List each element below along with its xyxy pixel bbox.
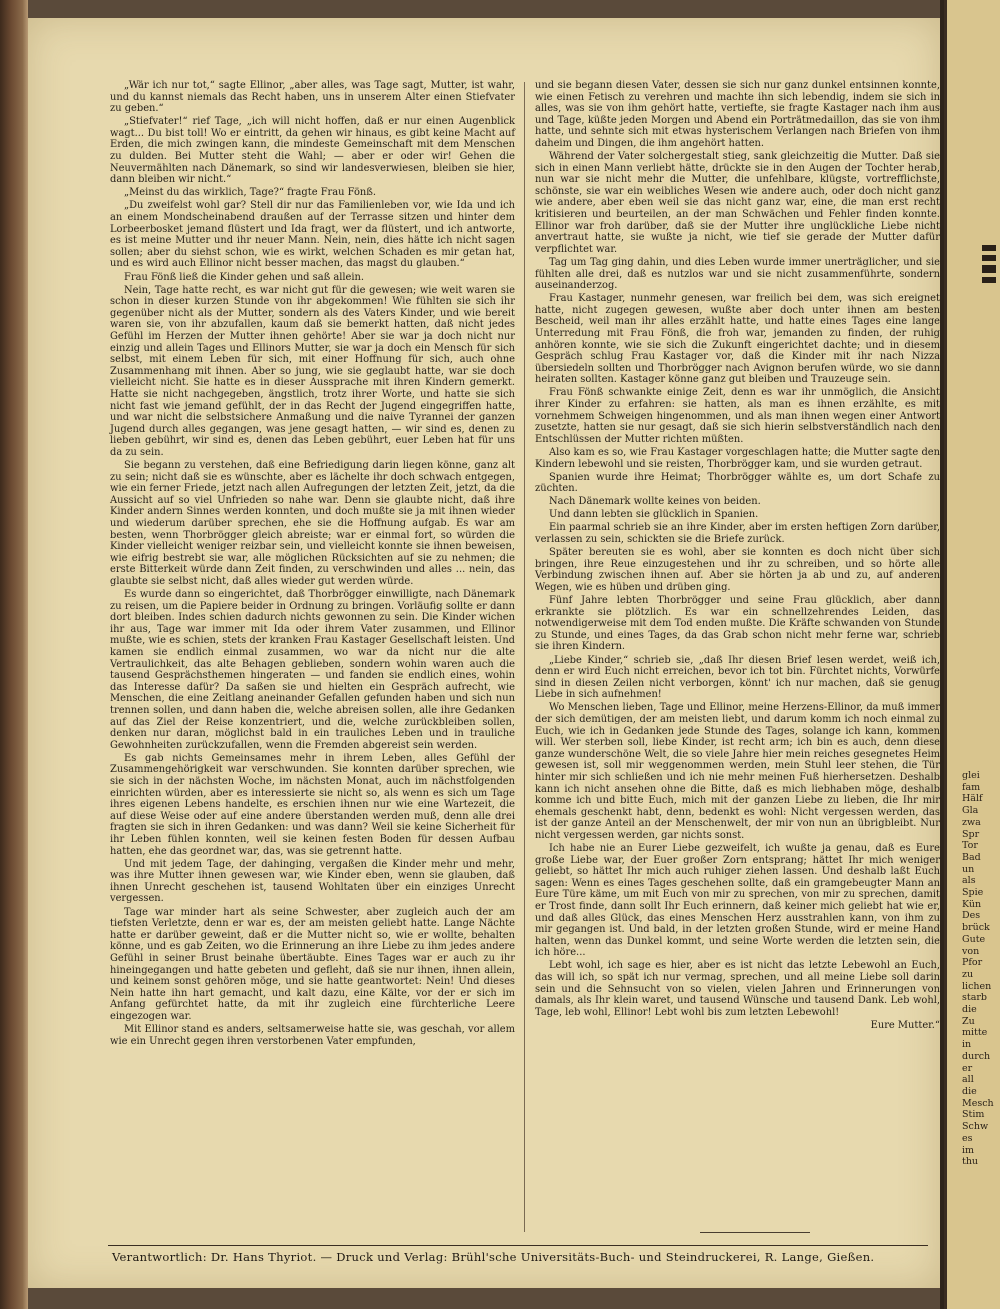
adjacent-page-fragment: die [962,1085,977,1097]
adjacent-page-fragment: Spr [962,828,980,840]
paragraph: Spanien wurde ihre Heimat; Thorbrögger wählte es, um dort Schafe zu züchten. [535,471,940,495]
paragraph: Und mit jedem Tage, der dahinging, vergaßen die Kinder mehr und mehr, was ihre Mutter ihnen gewesen war, wie Kinder eben, wenn sie glauben, daß ihnen Unrecht geschehen ist, tausend Wohltaten über ein einziges Unrecht vergessen. [110,858,515,905]
paragraph: Frau Fönß ließ die Kinder gehen und saß allein. [124,271,365,283]
book-binding-left [0,0,28,1309]
paragraph: Also kam es so, wie Frau Kastager vorgeschlagen hatte; die Mutter sagte den Kindern lebewohl und sie reisten, Thorbrögger kam, und sie wurden getraut. [535,446,940,470]
adjacent-page-fragment: Zu [962,1015,975,1027]
adjacent-page-fragment: er [962,1062,973,1074]
adjacent-page-fragment: starb [962,992,987,1004]
paragraph: Fünf Jahre lebten Thorbrögger und seine Frau glücklich, aber dann erkrankte sie plötzlich. Es war ein schnellzehrendes Leiden, das notwendigerweise mit dem Tod enden mußte. Die Kräfte schwanden von Stunde zu Stunde, und eines Tages, da das Grab schon nicht mehr ferne war, schrieb sie ihren Kindern. [535,595,940,653]
adjacent-page-fragment: Des [962,910,981,922]
adjacent-page-fragment: Pfor [962,957,983,969]
paragraph: Nach Dänemark wollte keines von beiden. [549,496,761,508]
paragraph: und sie begann diesen Vater, dessen sie sich nur ganz dunkel entsinnen konnte, wie einen Fetisch zu verehren und machte ihn sich lebendig, indem sie sich in alles, was sie von ihm gehört hatte, vertiefte, sie fragte Kastager nach ihm aus und Tage, küßte jeden Morgen und Abend ein Porträtmedaillon, das sie von ihm hatte, und sehnte sich mit etwas hysterischem Verlangen nach Briefen von ihm daheim und Dingen, die ihm angehört hatten. [535,80,940,149]
paragraph: Es wurde dann so eingerichtet, daß Thorbrögger einwilligte, nach Dänemark zu reisen, um die Papiere beider in Ordnung zu bringen. Vorläufig sollte er dann dort bleiben. Indes schien dadurch nichts gewonnen zu sein. Die Kinder wichen ihr aus, Tage war immer mit Ida oder ihrem Vater zusammen, und Ellinor mußte, wie es schien, stets der kranken Frau Kastager Gesellschaft leisten. Und kamen sie endlich einmal zusammen, wo war da nicht nur die alte Vertraulichkeit, das alte Behagen geblieben, sondern wohin waren auch die tausend Gesprächsthemen hingeraten — und fanden sie endlich eines, wohin das Interesse dafür? Da saßen sie und hielten ein Gespräch aufrecht, wie Menschen, die eine Zeitlang aneinander Gefallen gefunden haben und sich nun trennen sollen, und dann haben die, welche abreisen sollen, alle ihre Gedanken auf das Ziel der Reise konzentriert, und die, welche zurückbleiben sollen, denken nur daran, möglichst bald in ein trauliches Leben und in trauliche Gewohnheiten zurückzufallen, wenn die Fremden abgereist sein werden. [110,589,515,751]
paragraph: Und dann lebten sie glücklich in Spanien. [549,509,759,521]
imprint-footer: Verantwortlich: Dr. Hans Thyriot. — Druck und Verlag: Brühl'sche Universitäts-Buch- und Steindruckerei, R. Lange, Gießen. [112,1250,875,1264]
adjacent-page-fragment: die [962,1004,977,1016]
paragraph: „Wär ich nur tot,“ sagte Ellinor, „aber alles, was Tage sagt, Mutter, ist wahr, und du kannst niemals das Recht haben, uns in unserem Alter einen Stiefvater zu geben.“ [110,80,515,115]
adjacent-page-fragment: zu [962,968,974,980]
adjacent-page-fragment: im [962,1144,975,1156]
paragraph: Frau Fönß schwankte einige Zeit, denn es war ihr unmöglich, die Ansicht ihrer Kinder zu erfahren: sie hatten, als man es ihnen erzählte, es mit vornehmem Schweigen hingenommen, und als man ihnen wegen einer Antwort zusetzte, hatten sie nur gesagt, daß sie sich hierin selbstverständlich nach den Entschlüssen der Mutter richten müßten. [535,387,940,445]
adjacent-page-fragment: brück [962,922,990,934]
paragraph: Frau Kastager, nunmehr genesen, war freilich bei dem, was sich ereignet hatte, nicht zugegen gewesen, wußte aber doch unter ihnen am besten Bescheid, weil man ihr alles erzählt hatte, und hatte eines Tages eine lange Unterredung mit Frau Fönß, die froh war, jemanden zu finden, der ruhig anhören konnte, wie sie sich die Zukunft eingerichtet dachte; und in diesem Gespräch schlug Frau Kastager vor, daß die Kinder mit ihr nach Nizza übersiedeln sollten und Thorbrögger nach Avignon berufen würde, wo sie dann heiraten sollten. Kastager könne ganz gut bleiben und Trauzeuge sein. [535,293,940,386]
adjacent-page-fragment: als [962,875,976,887]
adjacent-page-fragment: Gute [962,933,986,945]
adjacent-page-fragment: in [962,1039,972,1051]
adjacent-page-fragment: durch [962,1050,991,1062]
paragraph: Ich habe nie an Eurer Liebe gezweifelt, ich wußte ja genau, daß es Eure große Liebe war, der Euer großer Zorn entsprang; hättet Ihr mich weniger geliebt, so hättet Ihr mich auch ruhiger ziehen lassen. Und deshalb laßt Euch sagen: Wenn es eines Tages geschehen sollte, daß ein gramgebeugter Mann an Eure Türe käme, um mit Euch von mir zu sprechen, von mir zu sprechen, damit er Trost finde, dann sollt Ihr Euch erinnern, daß keiner mich geliebt hat wie er, und daß alles Glück, das eines Menschen Herz ausstrahlen kann, von ihm zu mir gegangen ist. Und bald, in der letzten großen Stunde, wird er meine Hand halten, wenn das Dunkel kommt, und seine Worte werden die letzten sein, die ich höre... [535,843,940,959]
paragraph: „Du zweifelst wohl gar? Stell dir nur das Familienleben vor, wie Ida und ich an einem Mondscheinabend draußen auf der Terrasse sitzen und hinter dem Lorbeerbosket jemand flüstert und Ida fragt, wer da flüstert, und ich antworte, es ist meine Mutter und ihr neuer Mann. Nein, nein, dies hätte ich nicht sagen sollen; aber du siehst schon, wie es wirkt, welchen Schaden es mir getan hat, und es wird auch Ellinor nicht besser machen, das magst du glauben.“ [110,200,515,270]
paragraph: Tag um Tag ging dahin, und dies Leben wurde immer unerträglicher, und sie fühlten alle drei, daß es nutzlos war und sie nicht zusammenführte, sondern auseinanderzog. [535,256,940,292]
adjacent-page-fragment: Stim [962,1109,985,1121]
paragraph: „Meinst du das wirklich, Tage?“ fragte Frau Fönß. [124,187,376,199]
paragraph: Sie begann zu verstehen, daß eine Befriedigung darin liegen könne, ganz alt zu sein; nicht daß sie es wünschte, aber es lächelte ihr doch schwach entgegen, wie ein ferner Friede, jetzt nach allen Aufregungen der letzten Zeit, jetzt, da die Aussicht auf so viel Unfrieden so nahe war. Denn sie glaubte nicht, daß ihre Kinder andern Sinnes werden konnten, und doch mußte sie ja mit ihnen wieder und wiederum darüber sprechen, ehe sie die Hoffnung aufgab. Es war am besten, wenn Thorbrögger gleich abreiste; war er einmal fort, so würden die Kinder vielleicht weniger reizbar sein, und vielleicht konnte sie ihnen beweisen, wie eifrig bestrebt sie war, alle möglichen Rücksichten auf sie zu nehmen; die erste Bitterkeit würde dann Zeit finden, zu verschwinden und alles ... nein, das glaubte sie selbst nicht, daß alles wieder gut werden würde. [110,460,515,587]
paragraph: Später bereuten sie es wohl, aber sie konnten es doch nicht über sich bringen, ihre Reue einzugestehen und ihr zu schreiben, und so hörte alle Verbindung zwischen ihnen auf. Aber sie hörten ja ab und zu, auf anderen Wegen, wie es hüben und drüben ging. [535,547,940,593]
paragraph: Nein, Tage hatte recht, es war nicht gut für die gewesen; wie weit waren sie schon in dieser kurzen Stunde von ihr abgekommen! Wie fühlten sie sich ihr gegenüber nicht als der Mutter, sondern als des Vaters Kinder, und wie bereit waren sie, von ihr abzufallen, kaum daß sie bemerkt hatten, daß nicht jedes Gefühl im Herzen der Mutter ihnen gehörte! Aber sie war ja doch nicht nur einzig und allein Tages und Ellinors Mutter, sie war ja doch ein Mensch für sich selbst, mit einem Leben für sich, mit einer Hoffnung für sich, auch ohne Zusammenhang mit ihnen. Aber so jung, wie sie geglaubt hatte, war sie doch vielleicht nicht. Sie hatte es in dieser Aussprache mit ihren Kindern gemerkt. Hatte sie nicht nachgegeben, ängstlich, trotz ihrer Worte, und hatte sie sich nicht fast wie jemand gefühlt, der in das Recht der Jugend eingegriffen hatte, und war nicht die selbstsichere Anmaßung und die naive Tyrannei der ganzen Jugend durch alles gegangen, was jene gesagt hatten, — wir sind es, denen zu lieben gebührt, wir sind es, denen das Leben gebührt, euer Leben hat für uns da zu sein. [110,284,515,458]
adjacent-page-fragment: Tor [962,840,978,852]
paragraph: „Liebe Kinder,“ schrieb sie, „daß Ihr diesen Brief lesen werdet, weiß ich, denn er wird Euch nicht erreichen, bevor ich tot bin. Fürchtet nichts, Vorwürfe sind in diesen Zeilen nicht verborgen, könnt' ich nur machen, daß sie genug Liebe in sich aufnehmen! [535,654,940,701]
paragraph: Tage war minder hart als seine Schwester, aber zugleich auch der am tiefsten Verletzte, denn er war es, der am meisten geliebt hatte. Lange Nächte hatte er darüber geweint, daß er die Mutter nicht so, wie er wollte, behalten könne, und es gab Zeiten, wo die Erinnerung an ihre Liebe zu ihm jedes andere Gefühl in seiner Brust beinahe übertäubte. Eines Tages war er auch zu ihr hineingegangen und hatte gebeten und gefleht, daß sie nur ihnen, ihnen allein, und keinem sonst gehören möge, und sie hatte geantwortet: Nein! Und dieses Nein hatte ihn hart gemacht, und kalt dazu, eine Kälte, vor der er sich im Anfang gefürchtet hatte, da mit ihr zugleich eine fürchterliche Leere eingezogen war. [110,906,515,1022]
paragraph: Ein paarmal schrieb sie an ihre Kinder, aber im ersten heftigen Zorn darüber, verlassen zu sein, schickten sie die Briefe zurück. [535,522,940,546]
end-rule [700,1232,810,1233]
adjacent-page-fragment: von [962,945,980,957]
adjacent-page-fragment: fam [962,781,981,793]
adjacent-page-fragment: Mesch [962,1097,994,1109]
paragraph: Wo Menschen lieben, Tage und Ellinor, meine Herzens-Ellinor, da muß immer der sich demütigen, der am meisten liebt, und darum komm ich noch einmal zu Euch, wie ich in Gedanken jede Stunde des Tages, solange ich kann, kommen will. Wer sterben soll, liebe Kinder, ist recht arm; ich bin es auch, denn diese ganze wunderschöne Welt, die so viele Jahre hier mein reiches gesegnetes Heim gewesen ist, soll mir weggenommen werden, mein Stuhl leer stehen, die Tür hinter mir sich schließen und ich nie mehr meinen Fuß hierhersetzen. Deshalb kann ich nicht ansehen ohne die Bitte, daß es mich liebhaben möge, deshalb komme ich und bitte Euch, mich mit der ganzen Liebe zu lieben, die Ihr mir ehemals geschenkt habt, denn, bedenkt es wohl: Nicht vergessen werden, das ist der ganze Anteil an der Menschenwelt, der mir von nun an übrigbleibt. Nur nicht vergessen werden, gar nichts sonst. [535,702,940,841]
adjacent-page-fragment: Spie [962,887,984,899]
adjacent-page-fragment: zwa [962,816,981,828]
adjacent-page-fragment: Schw [962,1121,989,1133]
adjacent-page-fragment: Kün [962,898,982,910]
paragraph: Lebt wohl, ich sage es hier, aber es ist nicht das letzte Lebewohl an Euch, das will ich, so spät ich nur vermag, sprechen, und all meine Liebe soll darin sein und die Sehnsucht von so vielen, vielen Jahren und Erinnerungen von damals, als Ihr klein waret, und tausend Wünsche und tausend Dank. Leb wohl, Tage, leb wohl, Ellinor! Lebt wohl bis zum letzten Lebewohl! [535,960,940,1018]
adjacent-page-fragment: thu [962,1156,979,1168]
adjacent-page-fragment: es [962,1132,973,1144]
text-column-left [110,80,515,1049]
paragraph: Während der Vater solchergestalt stieg, sank gleichzeitig die Mutter. Daß sie sich in einen Mann verliebt hätte, drückte sie in den Augen der Tochter herab, nun war sie nicht mehr die Mutter, die unfehlbare, klügste, vortrefflichste, schönste, sie war ein weibliches Wesen wie andere auch, oder doch nicht ganz wie andere, aber eben weil sie das nicht ganz war, eine, die man erst recht kritisieren und beurteilen, an der man Schwächen und Fehler finden konnte. Ellinor war froh darüber, daß sie der Mutter ihre unglückliche Liebe nicht anvertraut hatte, sie wußte ja nicht, wie tief sie gerade der Mutter dafür verpflichtet war. [535,151,940,255]
adjacent-page-fragment: Hälf [962,793,983,805]
adjacent-page-text [962,770,1000,1168]
paragraph: Mit Ellinor stand es anders, seltsamerweise hatte sie, was geschah, vor allem wie ein Unrecht gegen ihren verstorbenen Vater empfunden, [110,1024,515,1047]
adjacent-page-fragment: lichen [962,980,992,992]
paragraph: Es gab nichts Gemeinsames mehr in ihrem Leben, alles Gefühl der Zusammengehörigkeit war verschwunden. Sie konnten darüber sprechen, wie sie sich in der nächsten Woche, im nächsten Monat, auch im nächstfolgenden einrichten würden, aber es interessierte sie nicht so, als wenn es sich um Tage ihres eigenen Lebens handelte, es erschien ihnen nur wie eine Wartezeit, die auf diese Weise oder auf eine andere überstanden werden muß, denn alle drei fragten sie sich in ihren Gedanken: und was dann? Weil sie keine Sicherheit für ihr Leben fühlen konnten, weil sie keinen festen Boden für dessen Aufbau hatten, ehe das geordnet war, das, was sie getrennt hatte. [110,752,515,857]
adjacent-page-fragment: mitte [962,1027,988,1039]
letter-signature: Eure Mutter.“ [870,1020,940,1032]
adjacent-page-fragment: un [962,863,975,875]
column-divider [524,82,525,1232]
footer-rule [108,1245,928,1246]
adjacent-page-marks [982,245,996,287]
adjacent-page-fragment: all [962,1074,974,1086]
adjacent-page-fragment: Gla [962,805,979,817]
adjacent-page-fragment: glei [962,770,980,781]
text-column-right [535,80,940,1032]
paragraph: „Stiefvater!“ rief Tage, „ich will nicht hoffen, daß er nur einen Augenblick wagt... Du bist toll! Wo er eintritt, da gehen wir hinaus, es gibt keine Macht auf Erden, die mich zwingen kann, die mindeste Gemeinschaft mit dem Menschen zu dulden. Bei Mutter steht die Wahl; — aber er oder wir! Gehen die Neuvermählten nach Dänemark, so sind wir landesverwiesen, bleiben sie hier, dann bleiben wir nicht.“ [110,116,515,186]
adjacent-page-fragment: Bad [962,851,981,863]
